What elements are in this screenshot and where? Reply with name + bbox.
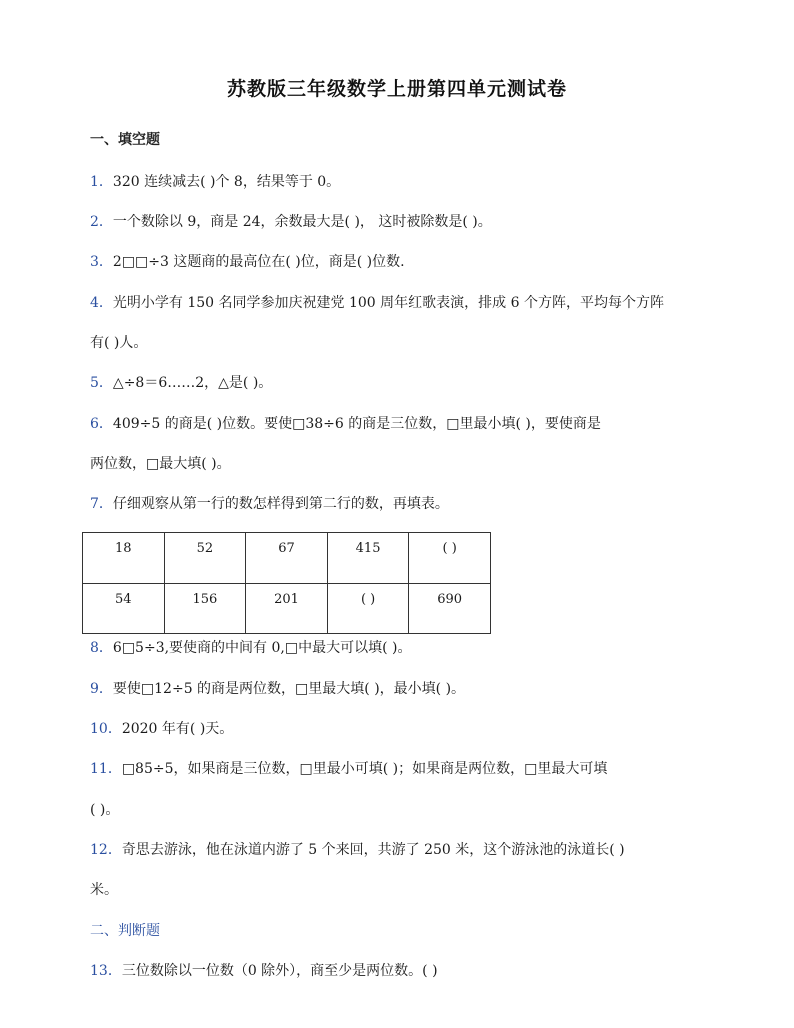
question-number: 5． <box>90 375 113 391</box>
question-text: 光明小学有 150 名同学参加庆祝建党 100 周年红歌表演，排成 6 个方阵，平均每个方阵 <box>112 295 664 311</box>
question-4-continued: 有( )人。 <box>90 335 148 351</box>
question-11 <box>90 758 710 778</box>
question-text: 一个数除以 9，商是 24，余数最大是( )， 这时被除数是( )。 <box>112 214 492 230</box>
table-cell: 52 <box>164 533 246 584</box>
table-row <box>83 533 491 584</box>
question-text: 要使□12÷5 的商是两位数，□里最大填( )，最小填( )。 <box>112 681 466 697</box>
question-12 <box>90 839 710 859</box>
question-8 <box>90 637 710 657</box>
table-cell: 690 <box>409 583 491 634</box>
question-10 <box>90 718 710 738</box>
question-7 <box>90 493 710 513</box>
question-text: 仔细观察从第一行的数怎样得到第二行的数，再填表。 <box>112 496 449 512</box>
section-heading-true-false: 二、判断题 <box>90 923 160 939</box>
page-title: 苏教版三年级数学上册第四单元测试卷 <box>226 78 567 100</box>
question-number: 7． <box>90 496 113 512</box>
table-cell: ( ) <box>327 583 409 634</box>
question-text: 2□□÷3 这题商的最高位在( )位，商是( )位数. <box>112 254 405 270</box>
question-2 <box>90 211 710 231</box>
question-13 <box>90 960 710 980</box>
question-number: 6． <box>90 416 113 432</box>
table-cell: 54 <box>83 583 165 634</box>
question-text: 6□5÷3,要使商的中间有 0,□中最大可以填( )。 <box>112 640 412 656</box>
question-number: 1． <box>90 174 113 190</box>
table-cell: 201 <box>246 583 328 634</box>
question-text: 409÷5 的商是( )位数。要使□38÷6 的商是三位数，□里最小填( )，要使商是 <box>112 416 601 432</box>
question-number: 12． <box>90 842 122 858</box>
question-number: 9． <box>90 681 113 697</box>
question-text: 奇思去游泳，他在泳道内游了 5 个来回，共游了 250 米，这个游泳池的泳道长( ) <box>121 842 625 858</box>
question-11-continued: ( )。 <box>90 802 120 818</box>
question-12-continued: 米。 <box>90 882 118 898</box>
question-number: 8． <box>90 640 113 656</box>
question-text: 三位数除以一位数（0 除外），商至少是两位数。( ) <box>121 963 438 979</box>
number-table <box>82 532 491 634</box>
section-heading-fill-blank: 一、填空题 <box>90 132 160 148</box>
question-number: 4． <box>90 295 113 311</box>
question-4 <box>90 292 710 312</box>
table-cell: ( ) <box>409 533 491 584</box>
table-cell: 415 <box>327 533 409 584</box>
question-number: 13． <box>90 963 122 979</box>
question-1 <box>90 171 710 191</box>
question-text: □85÷5，如果商是三位数，□里最小可填( )；如果商是两位数，□里最大可填 <box>121 761 608 777</box>
question-number: 10． <box>90 721 122 737</box>
question-number: 11． <box>90 761 122 777</box>
question-text: 2020 年有( )天。 <box>121 721 234 737</box>
table-cell: 18 <box>83 533 165 584</box>
question-3 <box>90 251 710 271</box>
question-9 <box>90 678 710 698</box>
table-row <box>83 583 491 634</box>
question-6-continued: 两位数，□最大填( )。 <box>90 456 231 472</box>
table-cell: 156 <box>164 583 246 634</box>
question-6 <box>90 413 710 433</box>
question-number: 3． <box>90 254 113 270</box>
question-5 <box>90 372 710 392</box>
question-text: 320 连续减去( )个 8，结果等于 0。 <box>112 174 341 190</box>
question-text: △÷8＝6……2，△是( )。 <box>112 375 273 391</box>
table-cell: 67 <box>246 533 328 584</box>
question-number: 2． <box>90 214 113 230</box>
